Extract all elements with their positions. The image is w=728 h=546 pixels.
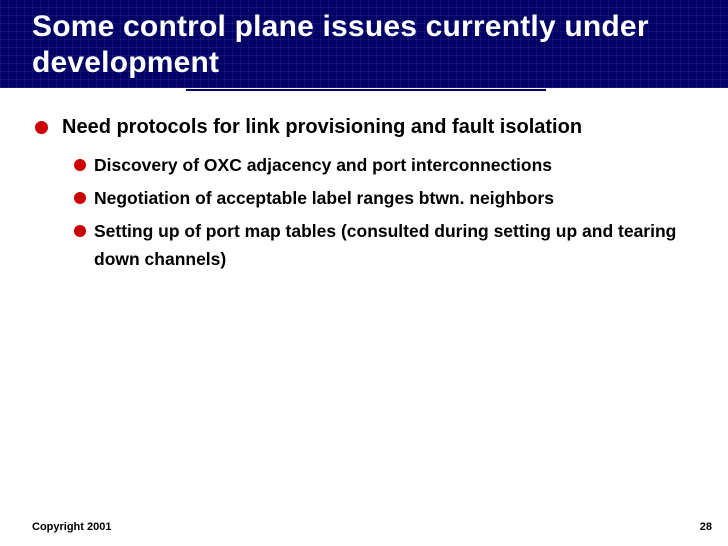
title-underline bbox=[186, 89, 546, 91]
sub-bullet-item bbox=[0, 184, 728, 212]
sub-bullet-icon bbox=[74, 159, 86, 171]
title-band bbox=[0, 0, 728, 88]
sub-bullet-text: Discovery of OXC adjacency and port interconnections bbox=[94, 155, 553, 175]
bullet-text: Need protocols for link provisioning and fault isolation bbox=[62, 116, 583, 138]
footer-page-number: 28 bbox=[699, 521, 712, 533]
bullet-item bbox=[0, 114, 728, 140]
slide-title: Some control plane issues currently under development bbox=[32, 10, 649, 79]
sub-bullet-icon bbox=[74, 192, 86, 204]
sub-bullet-text: Setting up of port map tables (consulted during setting up and tearing down channels) bbox=[94, 221, 677, 269]
bullet-list bbox=[0, 114, 728, 278]
footer-copyright: Copyright 2001 bbox=[32, 521, 112, 533]
sub-bullet-text: Negotiation of acceptable label ranges btwn. neighbors bbox=[94, 188, 554, 208]
sub-bullet-item bbox=[0, 151, 728, 179]
sub-bullet-item bbox=[0, 217, 728, 273]
sub-bullet-icon bbox=[74, 225, 86, 237]
bullet-icon bbox=[35, 121, 48, 134]
